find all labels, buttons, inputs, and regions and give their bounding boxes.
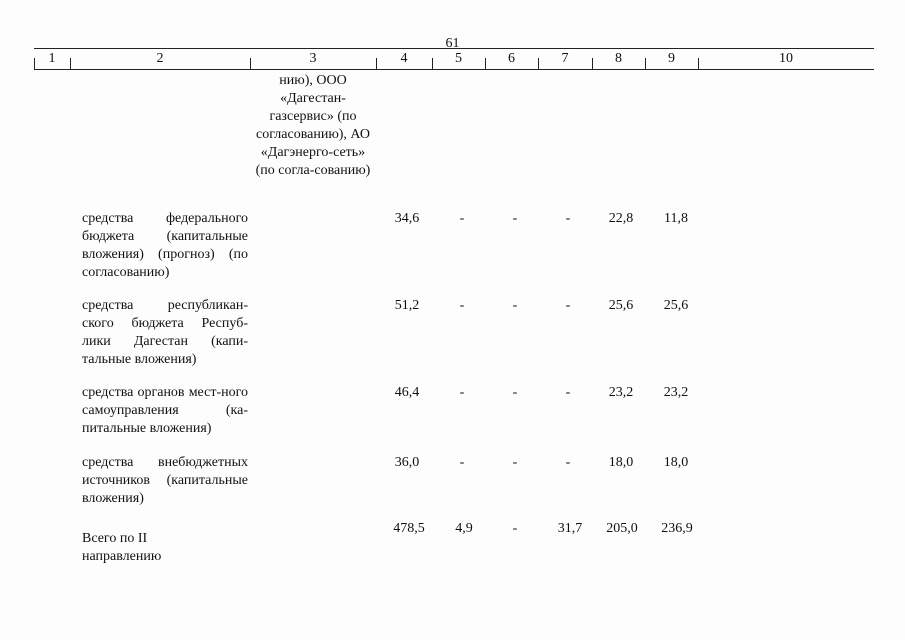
cell-col4: 36,0 — [394, 455, 420, 470]
page-number: 61 — [445, 36, 460, 51]
cell-col5: - — [459, 211, 465, 226]
cell-col4: 51,2 — [394, 298, 420, 313]
column-header-5: 5 — [455, 51, 462, 66]
column-header-9: 9 — [668, 51, 675, 66]
cell-col8: 25,6 — [608, 298, 634, 313]
total-col7: 31,7 — [557, 521, 583, 536]
total-col5: 4,9 — [455, 521, 473, 536]
cell-col8: 23,2 — [608, 385, 634, 400]
cell-col7: - — [565, 298, 571, 313]
executors-continuation: нию), ООО «Дагестан-газсервис» (по согласованию), АО «Дагэнерго-сеть» (по согла-сованию) — [255, 73, 371, 178]
cell-col7: - — [565, 455, 571, 470]
cell-col8: 18,0 — [608, 455, 634, 470]
cell-col6: - — [512, 211, 518, 226]
cell-col6: - — [512, 385, 518, 400]
header-top-rule — [34, 48, 874, 49]
row-label: средства республикан-ского бюджета Респуб-лики Дагестан (капи-тальные вложения) — [82, 298, 248, 367]
cell-col9: 11,8 — [664, 211, 688, 226]
cell-col4: 46,4 — [394, 385, 420, 400]
row-label: средства федерального бюджета (капитальные вложения) (прогноз) (по согласованию) — [82, 211, 248, 280]
cell-col9: 18,0 — [663, 455, 689, 470]
column-header-1: 1 — [48, 51, 56, 66]
column-header-7: 7 — [561, 51, 569, 66]
cell-col7: - — [565, 211, 571, 226]
header-bottom-rule — [34, 69, 874, 70]
cell-col5: - — [459, 385, 465, 400]
total-row-label: Всего по II направлению — [82, 531, 162, 564]
cell-col9: 25,6 — [663, 298, 689, 313]
cell-col4: 34,6 — [394, 211, 420, 226]
row-label: средства органов мест-ного самоуправления (ка-питальные вложения) — [82, 385, 248, 436]
cell-col6: - — [512, 298, 518, 313]
cell-col9: 23,2 — [663, 385, 689, 400]
cell-col6: - — [512, 455, 518, 470]
column-header-4: 4 — [400, 51, 408, 66]
cell-col8: 22,8 — [608, 211, 634, 226]
total-col8: 205,0 — [606, 521, 638, 536]
total-col6: - — [512, 521, 518, 536]
cell-col5: - — [459, 298, 465, 313]
row-label: средства внебюджетных источников (капитальные вложения) — [82, 455, 248, 506]
column-header-2: 2 — [156, 51, 164, 66]
total-col4: 478,5 — [393, 521, 425, 536]
cell-col7: - — [565, 385, 571, 400]
column-header-8: 8 — [615, 51, 622, 66]
column-header-6: 6 — [508, 51, 515, 66]
column-header-3: 3 — [309, 51, 317, 66]
column-header-10: 10 — [779, 51, 793, 66]
cell-col5: - — [459, 455, 465, 470]
total-col9: 236,9 — [661, 521, 693, 536]
